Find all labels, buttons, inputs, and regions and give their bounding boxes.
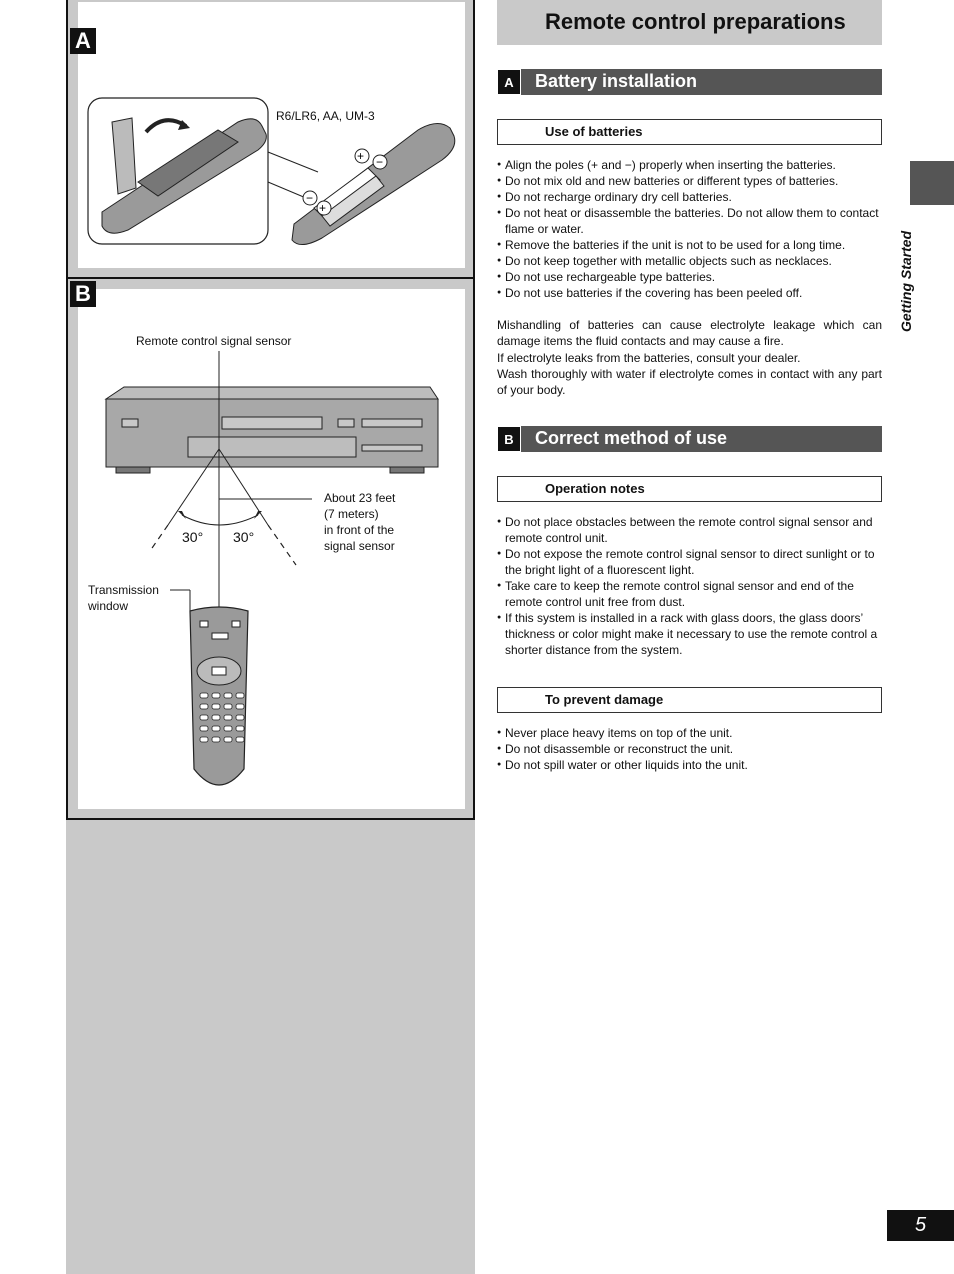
figure-b-panel: [66, 277, 475, 820]
list-item: ● Do not place obstacles between the remote control signal sensor and remote control unit.: [497, 514, 882, 546]
figure-b-letter: B: [70, 281, 96, 307]
figure-a-letter: A: [70, 28, 96, 54]
list-item: ● Do not keep together with metallic objects such as necklaces.: [497, 253, 882, 269]
page-number: 5: [887, 1210, 954, 1241]
use-of-batteries-heading: Use of batteries: [545, 124, 643, 139]
list-item: ● Do not disassemble or reconstruct the unit.: [497, 741, 882, 757]
paragraph-line: Mishandling of batteries can cause electrolyte leakage which can damage items the fluid contacts and may cause a fire.: [497, 318, 882, 349]
figure-a-panel: [66, 0, 475, 279]
section-b-heading: Correct method of use: [535, 428, 728, 448]
section-b-header: [497, 426, 882, 452]
list-item: ● If this system is installed in a rack with glass doors, the glass doors’ thickness or color might make it necessary to use the remote control a shorter distance from the system.: [497, 610, 882, 658]
svg-text:+: +: [319, 201, 327, 215]
distance-line-1: About 23 feet: [324, 491, 396, 505]
distance-label: [324, 490, 395, 554]
svg-text:−: −: [376, 155, 384, 169]
battery-installation-illustration: [78, 2, 465, 268]
transmission-label: [88, 582, 159, 614]
list-item: ● Do not mix old and new batteries or different types of batteries.: [497, 173, 882, 189]
figure-b-canvas: [78, 289, 465, 809]
operation-notes-box: [497, 476, 882, 502]
section-b-tag: B: [497, 426, 521, 452]
svg-text:−: −: [306, 191, 314, 205]
distance-line-4: signal sensor: [324, 539, 395, 553]
transmission-line-2: window: [88, 599, 129, 613]
list-item: ● Do not use rechargeable type batteries.: [497, 269, 882, 285]
section-a-header: [497, 69, 882, 95]
svg-text:+: +: [357, 149, 365, 163]
page-title: Remote control preparations: [545, 9, 846, 34]
operation-bullets: [497, 514, 882, 658]
list-item: ● Remove the batteries if the unit is not to be used for a long time.: [497, 237, 882, 253]
page-title-bar: [497, 0, 882, 45]
section-a-heading: Battery installation: [535, 71, 698, 91]
battery-type-label: R6/LR6, AA, UM-3: [276, 109, 375, 123]
damage-bullets: [497, 725, 882, 773]
list-item: ● Do not use batteries if the covering has been peeled off.: [497, 285, 882, 301]
chapter-tab: [910, 161, 954, 205]
transmission-line-1: Transmission: [88, 583, 159, 597]
distance-line-2: (7 meters): [324, 507, 379, 521]
chapter-label: Getting Started: [898, 230, 914, 332]
sensor-label: Remote control signal sensor: [136, 334, 292, 348]
remote-range-illustration: [78, 289, 465, 809]
list-item: ● Do not heat or disassemble the batteries. Do not allow them to contact flame or water.: [497, 205, 882, 237]
prevent-damage-box: [497, 687, 882, 713]
section-a-tag: A: [497, 69, 521, 95]
list-item: ● Do not recharge ordinary dry cell batteries.: [497, 189, 882, 205]
list-item: ● Take care to keep the remote control signal sensor and end of the remote control unit free from dust.: [497, 578, 882, 610]
angle-right-label: 30°: [233, 529, 255, 545]
paragraph-line: If electrolyte leaks from the batteries, consult your dealer.: [497, 350, 801, 365]
list-item: ● Align the poles (+ and −) properly when inserting the batteries.: [497, 157, 882, 173]
figure-a-canvas: [78, 2, 465, 268]
angle-left-label: 30°: [182, 529, 204, 545]
list-item: ● Never place heavy items on top of the unit.: [497, 725, 882, 741]
distance-line-3: in front of the: [324, 523, 395, 537]
paragraph-line: Wash thoroughly with water if electrolyte comes in contact with any part of your body.: [497, 366, 882, 398]
list-item: ● Do not spill water or other liquids into the unit.: [497, 757, 882, 773]
battery-warning-paragraph: [497, 317, 882, 398]
operation-notes-heading: Operation notes: [545, 481, 645, 496]
use-of-batteries-box: [497, 119, 882, 145]
list-item: ● Do not expose the remote control signal sensor to direct sunlight or to the bright light of a fluorescent light.: [497, 546, 882, 578]
battery-bullets: [497, 157, 882, 301]
prevent-damage-heading: To prevent damage: [545, 692, 664, 707]
